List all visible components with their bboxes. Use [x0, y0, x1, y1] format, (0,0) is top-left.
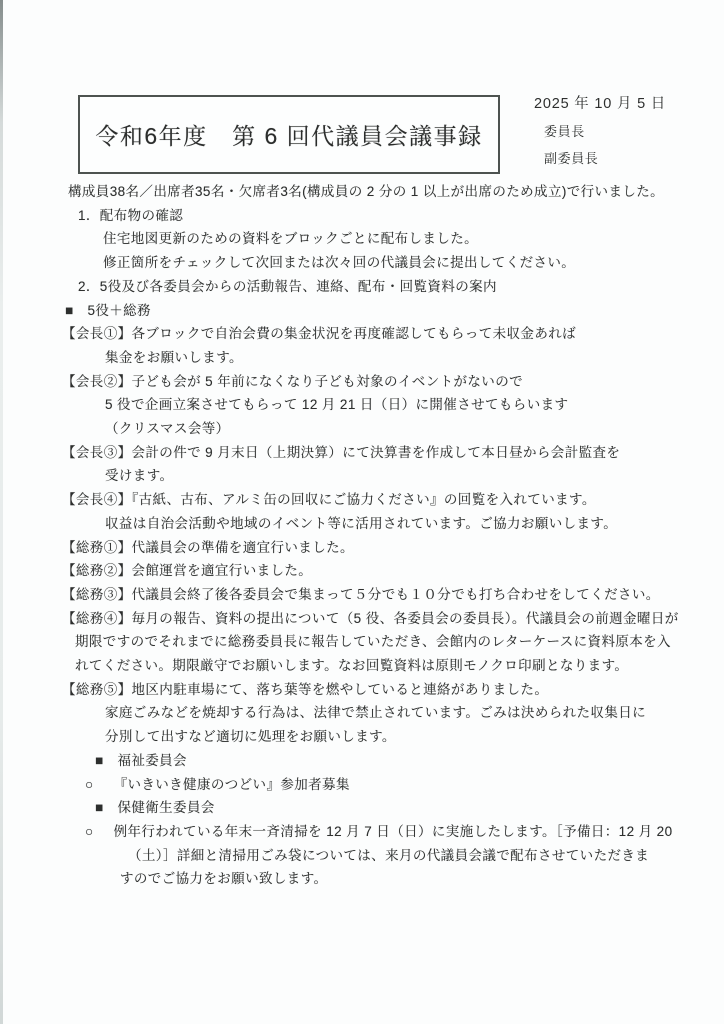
- report-line: （クリスマス会等）: [105, 421, 230, 437]
- report-line: 集金をお願いします。: [105, 349, 243, 365]
- report-line: 【会長④】『古紙、古布、アルミ缶の回収にご協力ください』の回覧を入れています。: [62, 492, 596, 508]
- report-line: 【総務②】会館運営を適宜行いました。: [62, 563, 313, 579]
- approval-block: [534, 92, 666, 167]
- document-title: 令和6年度 第 6 回代議員会議事録: [95, 123, 483, 149]
- section-1-line: 住宅地図更新のための資料をブロックごとに配布しました。: [103, 231, 479, 247]
- hoken-line: すのでご協力をお願い致します。: [120, 871, 328, 887]
- document-date: 2025 年 10 月 5 日: [534, 96, 667, 112]
- fukushi-item: 『いきいき健康のつどい』参加者募集: [113, 776, 350, 792]
- scan-edge-artifact: [0, 0, 3, 1024]
- chairman-label: 委員長: [544, 124, 585, 139]
- vice-chairman-label: 副委員長: [544, 151, 599, 166]
- subsection-heading-fukushi: ■ 福祉委員会: [95, 752, 187, 768]
- report-line: 期限ですのでそれまでに総務委員長に報告していただき、会館内のレターケースに資料原本を入: [75, 634, 671, 650]
- report-line: 【会長③】会計の件で 9 月末日（上期決算）にて決算書を作成して本日昼から会計監査を: [62, 444, 621, 460]
- report-line: 【総務①】代議員会の準備を適宜行いました。: [62, 539, 354, 555]
- fukushi-item-row: [62, 773, 682, 797]
- report-line: れてください。期限厳守でお願いします。なお回覧資料は原則モノクロ印刷となります。: [75, 658, 629, 674]
- subsection-heading-hoken: ■ 保健衛生委員会: [95, 800, 215, 816]
- hoken-line: （土）］詳細と清掃用ごみ袋については、来月の代議員会議で配布させていただきま: [128, 847, 650, 863]
- hoken-item-row: [62, 820, 682, 844]
- report-line: 受けます。: [105, 468, 174, 484]
- report-line: 【総務③】代議員会終了後各委員会で集まって５分でも１０分でも打ち合わせをしてください。: [62, 586, 660, 602]
- report-line: 【会長①】各ブロックで自治会費の集金状況を再度確認してもらって未収金あれば: [62, 326, 577, 342]
- report-line: 【総務⑤】地区内駐車場にて、落ち葉等を燃やしていると連絡がありました。: [62, 681, 549, 697]
- report-line: 【総務④】毎月の報告、資料の提出について（5 役、各委員会の委員長）。代議員会の前週金曜日が: [62, 610, 679, 626]
- report-line: 収益は自治会活動や地域のイベント等に活用されています。ご協力お願いします。: [105, 515, 618, 531]
- circle-marker: ○: [85, 776, 94, 792]
- section-1-line: 修正箇所をチェックして次回または次々回の代議員会に提出してください。: [103, 255, 576, 271]
- hoken-line: 例年行われている年末一斉清掃を 12 月 7 日（日）に実施したします。［予備日：12 月 20: [113, 823, 673, 839]
- report-line: 5 役で企画立案させてもらって 12 月 21 日（日）に開催させてもらいます: [105, 397, 569, 413]
- document-body: [62, 180, 682, 891]
- report-line: 分別して出すなど適切に処理をお願いします。: [105, 729, 396, 745]
- attendance-note: 構成員38名／出席者35名・欠席者3名(構成員の 2 分の 1 以上が出席のため成立)で行いました。: [68, 184, 665, 199]
- subsection-heading-somu: ■ 5役＋総務: [65, 302, 151, 318]
- section-1-heading: 1．配布物の確認: [78, 207, 184, 223]
- report-line: 家庭ごみなどを焼却する行為は、法律で禁止されています。ごみは決められた収集日に: [105, 705, 647, 721]
- section-2-heading: 2．5役及び各委員会からの活動報告、連絡、配布・回覧資料の案内: [78, 278, 497, 294]
- circle-marker: ○: [85, 823, 94, 839]
- report-line: 【会長②】子ども会が 5 年前になくなり子ども対象のイベントがないので: [62, 373, 524, 389]
- title-box: [78, 95, 500, 174]
